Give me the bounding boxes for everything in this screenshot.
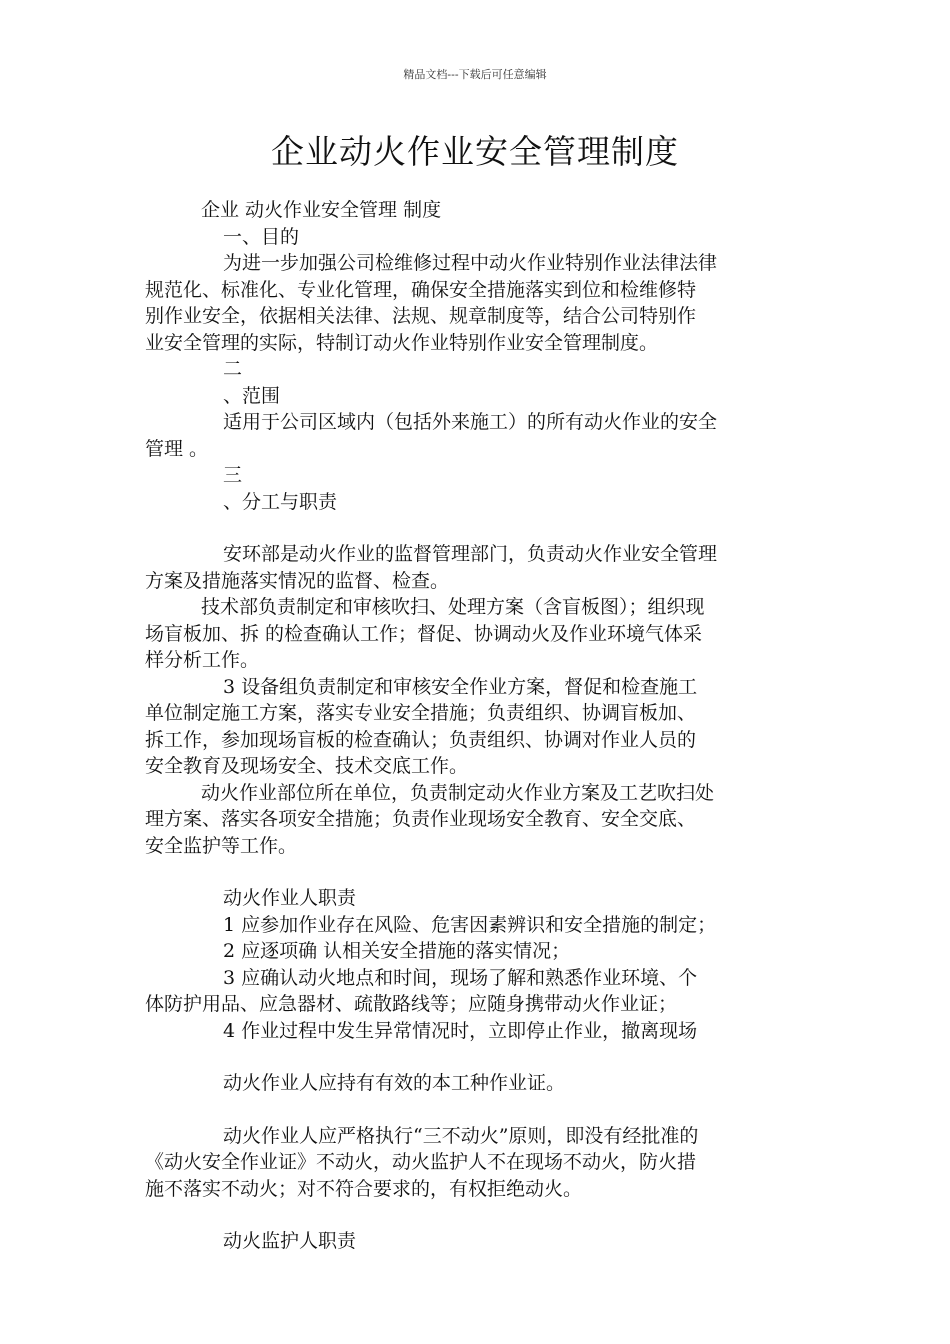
subtitle-line: 企业 动火作业安全管理 制度 (201, 199, 442, 221)
list-item: 体防护用品、应急器材、疏散路线等；应随身携带动火作业证； (145, 993, 678, 1015)
list-item: 2 应逐项确 认相关安全措施的落实情况； (223, 940, 571, 962)
document-title: 企业动火作业安全管理制度 (271, 132, 679, 171)
section-number: 三 (223, 464, 243, 486)
paragraph-line: 样分析工作。 (145, 649, 260, 671)
paragraph-line: 3 设备组负责制定和审核安全作业方案，督促和检查施工 (223, 675, 698, 698)
paragraph-line: 方案及措施落实情况的监督、检查。 (145, 569, 450, 592)
page-header-note: 精品文档---下载后可任意编辑 (403, 68, 547, 81)
paragraph-line: 动火作业部位所在单位，负责制定动火作业方案及工艺吹扫处 (201, 781, 715, 804)
paragraph-line: 安全监护等工作。 (145, 834, 298, 857)
subheading-guardian-duties: 动火监护人职责 (223, 1230, 357, 1252)
paragraph-line: 安全教育及现场安全、技术交底工作。 (145, 755, 469, 777)
paragraph-line: 技术部负责制定和审核吹扫、处理方案（含盲板图）；组织现 (201, 596, 705, 618)
document-body (145, 197, 807, 1255)
paragraph-line: 别作业安全，依据相关法律、法规、规章制度等，结合公司特别作 (145, 305, 697, 327)
paragraph-line: 适用于公司区域内（包括外来施工）的所有动火作业的安全 (223, 411, 718, 433)
paragraph-line: 动火作业人应严格执行“三不动火”原则，即没有经批准的 (223, 1124, 699, 1147)
paragraph-line: 拆工作，参加现场盲板的检查确认；负责组织、协调对作业人员的 (145, 728, 697, 751)
paragraph-line: 场盲板加、拆 的检查确认工作；督促、协调动火及作业环境气体采 (145, 622, 703, 645)
list-item: 3 应确认动火地点和时间，现场了解和熟悉作业环境、个 (223, 966, 698, 989)
section-heading-duties: 、分工与职责 (223, 490, 338, 513)
paragraph-line: 单位制定施工方案，落实专业安全措施；负责组织、协调盲板加、 (145, 702, 697, 724)
section-heading-scope: 、范围 (223, 384, 281, 407)
paragraph-line: 业安全管理的实际，特制订动火作业特别作业安全管理制度。 (145, 331, 659, 354)
paragraph-line: 为进一步加强公司检维修过程中动火作业特别作业法律法律 (223, 252, 718, 274)
paragraph-line: 施不落实不动火；对不符合要求的，有权拒绝动火。 (145, 1177, 583, 1200)
section-number: 二 (223, 358, 243, 380)
list-item: 4 作业过程中发生异常情况时，立即停止作业，撤离现场 (223, 1019, 698, 1042)
paragraph-line: 管理 。 (145, 437, 209, 460)
paragraph-line: 动火作业人应持有有效的本工种作业证。 (223, 1072, 566, 1094)
paragraph-line: 理方案、落实各项安全措施；负责作业现场安全教育、安全交底、 (145, 808, 697, 830)
subheading-worker-duties: 动火作业人职责 (223, 887, 357, 909)
paragraph-line: 《动火安全作业证》不动火，动火监护人不在现场不动火，防火措 (145, 1151, 697, 1173)
paragraph-line: 安环部是动火作业的监督管理部门，负责动火作业安全管理 (223, 543, 718, 565)
section-heading-purpose: 一、目的 (223, 225, 300, 248)
paragraph-line: 规范化、标准化、专业化管理，确保安全措施落实到位和检维修特 (145, 278, 697, 301)
list-item: 1 应参加作业存在风险、危害因素辨识和安全措施的制定； (223, 913, 717, 936)
